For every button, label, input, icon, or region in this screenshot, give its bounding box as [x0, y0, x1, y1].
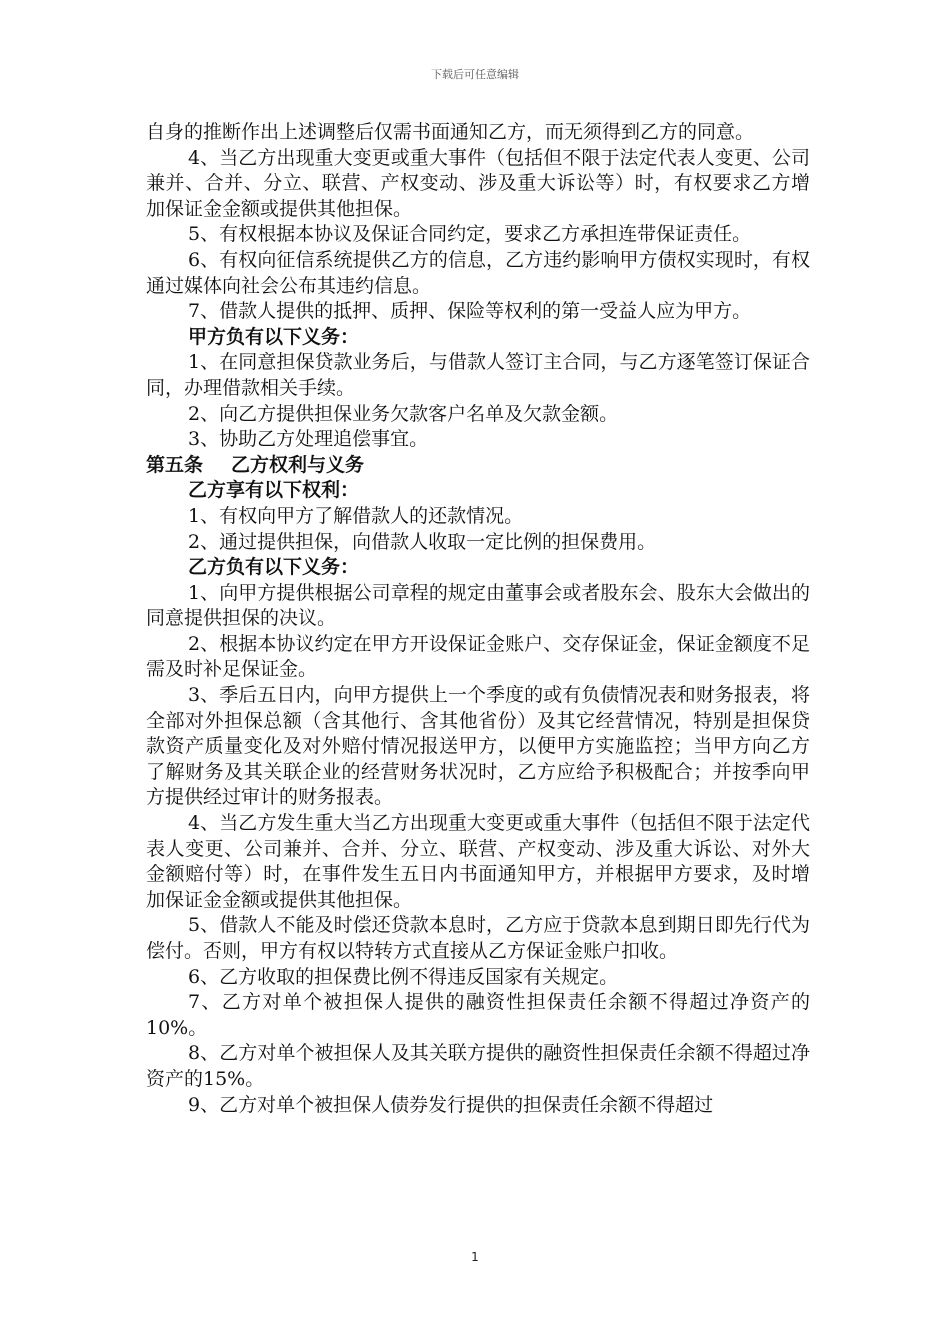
paragraph-b-obligation-9: 9、乙方对单个被担保人债券发行提供的担保责任余额不得超过	[188, 1093, 714, 1116]
paragraph-right-5: 5、有权根据本协议及保证合同约定，要求乙方承担连带保证责任。	[188, 223, 752, 246]
paragraph-b-right-2: 2、通过提供担保，向借款人收取一定比例的担保费用。	[188, 530, 657, 553]
paragraph-b-right-1: 1、有权向甲方了解借款人的还款情况。	[188, 504, 524, 527]
party-b-rights-heading: 乙方享有以下权利：	[188, 479, 360, 502]
paragraph-obligation-2: 2、向乙方提供担保业务欠款客户名单及欠款金额。	[188, 402, 619, 425]
paragraph-right-4: 4、当乙方出现重大变更或重大事件（包括但不限于法定代表人变更、公司兼并、合并、分立、联营、产权变动、涉及重大诉讼等）时，有权要求乙方增加保证金金额或提供其他担保。	[146, 146, 810, 220]
paragraph-obligation-1: 1、在同意担保贷款业务后，与借款人签订主合同，与乙方逐笔签订保证合同，办理借款相关手续。	[146, 351, 810, 399]
paragraph-b-obligation-5: 5、借款人不能及时偿还贷款本息时，乙方应于贷款本息到期日即先行代为偿付。否则，甲方有权以特转方式直接从乙方保证金账户扣收。	[146, 914, 810, 962]
paragraph-b-obligation-1: 1、向甲方提供根据公司章程的规定由董事会或者股东会、股东大会做出的同意提供担保的决议。	[146, 581, 810, 630]
article-heading	[146, 453, 810, 479]
page-number: 1	[471, 1250, 479, 1264]
paragraph-obligation-3: 3、协助乙方处理追偿事宜。	[188, 428, 429, 451]
paragraph-b-obligation-4: 4、当乙方发生重大当乙方出现重大变更或重大事件（包括但不限于法定代表人变更、公司兼并、合并、分立、联营、产权变动、涉及重大诉讼、对外大金额赔付等）时，在事件发生五日内书面通知甲方，并根据甲方要求，及时增加保证金金额或提供其他担保。	[146, 812, 810, 911]
paragraph-continuation: 自身的推断作出上述调整后仅需书面通知乙方，而无须得到乙方的同意。	[146, 121, 755, 143]
paragraph-b-obligation-3: 3、季后五日内，向甲方提供上一个季度的或有负债情况表和财务报表，将全部对外担保总额（含其他行、含其他省份）及其它经营情况，特别是担保贷款资产质量变化及对外赔付情况报送甲方，以便甲方实施监控；当甲方向乙方了解财务及其关联企业的经营财务状况时，乙方应给予积极配合；并按季向甲方提供经过审计的财务报表。	[146, 684, 810, 809]
document-body	[146, 120, 810, 1118]
page-header: 下载后可任意编辑	[431, 68, 519, 81]
article-number: 第五条	[146, 453, 204, 476]
party-b-obligations-heading: 乙方负有以下义务：	[188, 556, 360, 579]
paragraph-right-6: 6、有权向征信系统提供乙方的信息，乙方违约影响甲方债权实现时，有权通过媒体向社会公布其违约信息。	[146, 248, 810, 297]
article-title: 乙方权利与义务	[231, 453, 365, 476]
paragraph-b-obligation-8: 8、乙方对单个被担保人及其关联方提供的融资性担保责任余额不得超过净资产的15%。	[146, 1042, 810, 1090]
paragraph-b-obligation-2: 2、根据本协议约定在甲方开设保证金账户、交存保证金，保证金额度不足需及时补足保证金。	[146, 632, 810, 681]
paragraph-b-obligation-7: 7、乙方对单个被担保人提供的融资性担保责任余额不得超过净资产的10%。	[146, 991, 810, 1039]
paragraph-right-7: 7、借款人提供的抵押、质押、保险等权利的第一受益人应为甲方。	[188, 300, 752, 323]
party-a-obligations-heading: 甲方负有以下义务：	[188, 325, 360, 348]
paragraph-b-obligation-6: 6、乙方收取的担保费比例不得违反国家有关规定。	[188, 965, 619, 988]
